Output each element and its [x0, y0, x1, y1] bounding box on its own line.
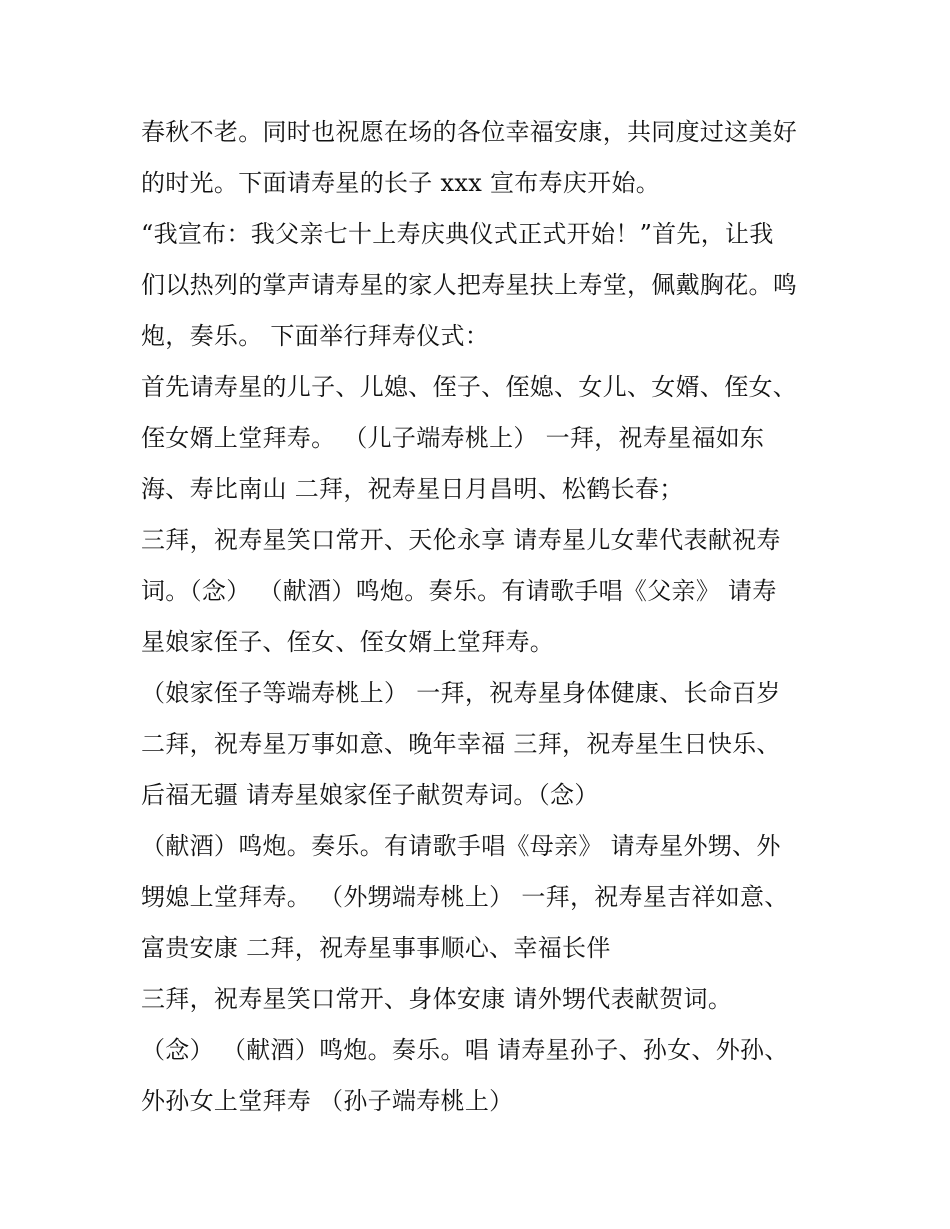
text-line: 三拜，祝寿星笑口常开、身体安康 请外甥代表献贺词。	[141, 985, 733, 1013]
text-line: 们以热列的掌声请寿星的家人把寿星扶上寿堂，佩戴胸花。鸣	[141, 271, 798, 299]
text-line: 炮，奏乐。 下面举行拜寿仪式：	[141, 322, 490, 350]
text-line: 春秋不老。同时也祝愿在场的各位幸福安康，共同度过这美好	[141, 118, 798, 146]
text-line: 二拜，祝寿星万事如意、晚年幸福 三拜，祝寿星生日快乐、	[141, 730, 781, 758]
text-line: （娘家侄子等端寿桃上） 一拜，祝寿星身体健康、长命百岁	[141, 679, 781, 707]
text-line: 星娘家侄子、侄女、侄女婿上堂拜寿。	[141, 628, 555, 656]
text-line: 外孙女上堂拜寿 （孙子端寿桃上）	[141, 1087, 514, 1115]
document-body	[141, 107, 821, 1127]
text-line: 甥媳上堂拜寿。 （外甥端寿桃上） 一拜，祝寿星吉祥如意、	[141, 883, 789, 911]
text-line: （念） （献酒）鸣炮。奏乐。唱 请寿星孙子、孙女、外孙、	[141, 1036, 789, 1064]
text-line: 后福无疆 请寿星娘家侄子献贺寿词。（念）	[141, 781, 599, 809]
text-line: 三拜，祝寿星笑口常开、天伦永享 请寿星儿女辈代表献祝寿	[141, 526, 781, 554]
text-line: “我宣布：我父亲七十上寿庆典仪式正式开始！”首先，让我	[141, 220, 774, 248]
text-line: 富贵安康 二拜，祝寿星事事顺心、幸福长伴	[141, 934, 611, 962]
text-line: 侄女婿上堂拜寿。 （儿子端寿桃上） 一拜，祝寿星福如东	[141, 424, 765, 452]
text-line: 海、寿比南山 二拜，祝寿星日月昌明、松鹤长春；	[141, 475, 684, 503]
text-line: 的时光。下面请寿星的长子 xxx 宣布寿庆开始。	[141, 169, 661, 197]
text-line: 首先请寿星的儿子、儿媳、侄子、侄媳、女儿、女婿、侄女、	[141, 373, 798, 401]
text-line: （献酒）鸣炮。奏乐。有请歌手唱《母亲》 请寿星外甥、外	[141, 832, 781, 860]
text-line: 词。（念） （献酒）鸣炮。奏乐。有请歌手唱《父亲》 请寿	[141, 577, 777, 605]
